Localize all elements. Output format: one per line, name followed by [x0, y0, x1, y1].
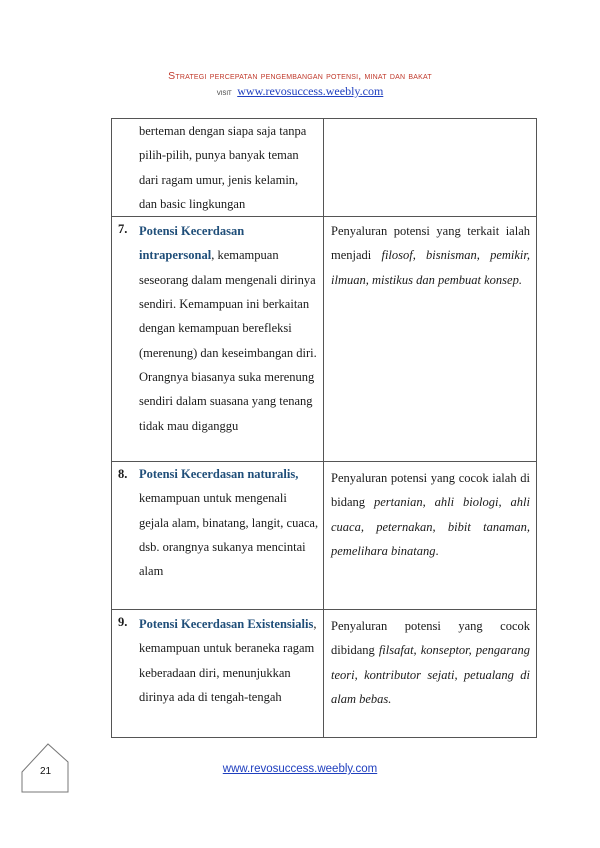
row-right-prefix: Penyaluran potensi yang terkait ialah menjadi	[331, 224, 530, 263]
table-cell-left	[112, 610, 324, 738]
row-description: kemampuan untuk mengenali gejala alam, binatang, langit, cuaca, dsb. orangnya sukanya mencintai alam	[139, 491, 319, 579]
row-number: 7.	[118, 222, 128, 237]
row-number: 9.	[118, 615, 128, 630]
page-header-title: Strategi percepatan pengembangan potensi, minat dan bakat	[168, 70, 432, 82]
table-row	[112, 217, 537, 462]
table-cell-right	[324, 119, 537, 217]
table-cell-left	[112, 119, 324, 217]
table-cell-right	[324, 462, 537, 610]
row-right-prefix: Penyaluran potensi yang cocok ialah di bidang	[331, 471, 530, 510]
table-cell-left	[112, 217, 324, 462]
row-right-italic: filosof, bisnisman, pemikir, ilmuan, mistikus dan pembuat konsep.	[331, 248, 530, 287]
header-link[interactable]: www.revosuccess.weebly.com	[237, 84, 384, 98]
table-cell-left	[112, 462, 324, 610]
row-number: 8.	[118, 467, 128, 482]
page-number: 21	[40, 766, 52, 777]
page-header-visit	[0, 84, 600, 99]
footer-link[interactable]: www.revosuccess.weebly.com	[222, 763, 378, 775]
table-cell-right	[324, 217, 537, 462]
table-cell-right	[324, 610, 537, 738]
row-term: Potensi Kecerdasan Existensialis	[139, 617, 314, 632]
potential-table	[111, 118, 537, 738]
row-right-suffix: .	[435, 544, 439, 559]
table-row	[112, 119, 537, 217]
row-term: Potensi Kecerdasan naturalis,	[139, 467, 299, 482]
row-right-prefix: Penyaluran potensi yang cocok dibidang	[331, 619, 530, 658]
visit-label: visit	[216, 87, 232, 97]
row-description: , kemampuan untuk beraneka ragam keberadaan diri, menunjukkan dirinya ada di tengah-tengah	[139, 617, 317, 705]
continuation-text: berteman dengan siapa saja tanpa pilih-pilih, punya banyak teman dari ragam umur, jenis kelamin, dan basic lingkungan	[139, 124, 307, 211]
table-row	[112, 610, 537, 738]
row-right-italic: pertanian, ahli biologi, ahli cuaca, peternakan, bibit tanaman, pemelihara binatang	[331, 495, 531, 559]
row-term: Potensi Kecerdasan intrapersonal	[139, 224, 245, 263]
table-row	[112, 462, 537, 610]
row-description: , kemampuan seseorang dalam mengenali dirinya sendiri. Kemampuan ini berkaitan dengan kemampuan berefleksi (merenung) dan keseimbangan diri. Orangnya biasanya suka merenung sendiri dalam suasana yang tenang tidak mau diganggu	[139, 248, 317, 433]
row-right-italic: filsafat, konseptor, pengarang teori, kontributor sejati, petualang di alam bebas.	[331, 643, 530, 707]
